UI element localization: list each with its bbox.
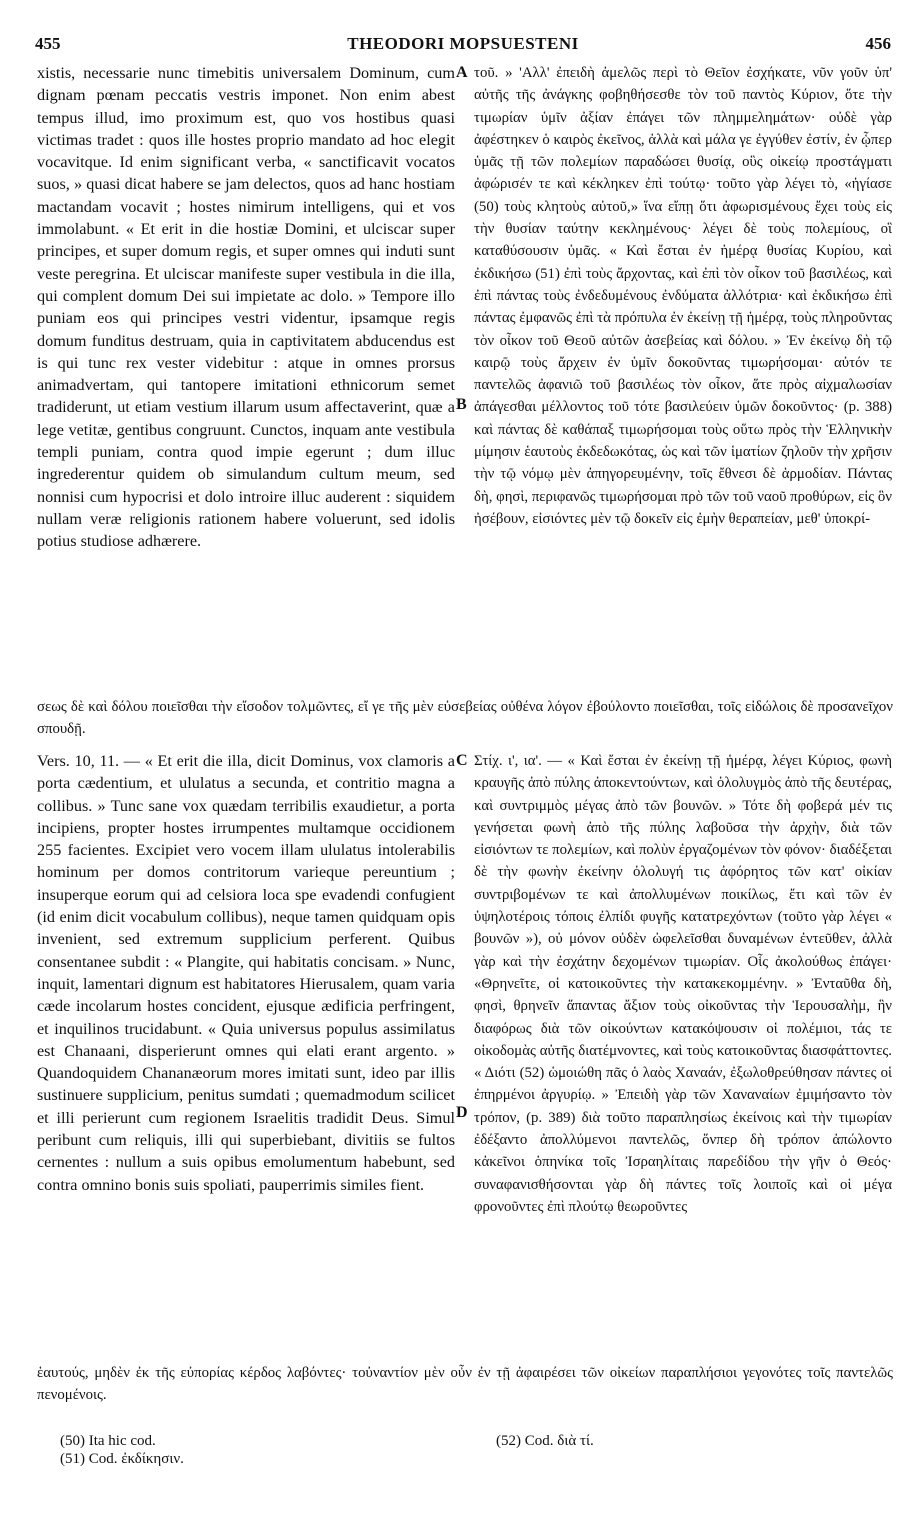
page-number-left: 455 xyxy=(35,34,61,53)
page-header xyxy=(35,34,891,58)
greek-column-top: τοῦ. » 'Αλλ' ἐπειδὴ ἀμελῶς περὶ τὸ Θεῖον ἐσχήκατε, νῦν γοῦν ὑπ' αὐτῆς τῆς ἀνάγκης φοβηθήσεσθε τὸν τοῦ παντὸς Κύριον, ὅτε τὴν τιμωρίαν ὑμῖν ἀξίαν ἐπάγει τῶν πλημμελημάτων· οὐδὲ γὰρ ἀφέστηκεν ὁ καιρὸς ἐκεῖνος, ἀλλὰ καὶ μάλα γε ἐγγύθεν ἐστίν, ἐν ᾧπερ ὑμᾶς τῇ τῶν πολεμίων παραδώσει θυσίᾳ, οὓς οἰκείῳ προστάγματι ἀφώρισέν τε καὶ κέκληκεν ἐπὶ τούτῳ· τοῦτο γὰρ λέγει τὸ, «ἡγίασε (50) τοὺς κλητοὺς αὐτοῦ,» ἵνα εἴπῃ ὅτι ἀφωρισμένους ἔχει τοὺς εἰς τὴν θυσίαν ταύτην κεκλημένους· λέγει δὲ τοὺς πολεμίους, οἳ καταθύσουσιν ὑμᾶς. « Καὶ ἔσται ἐν ἡμέρᾳ θυσίας Κυρίου, καὶ ἐκδικήσω (51) ἐπὶ τοὺς ἄρχοντας, καὶ ἐπὶ τὸν οἶκον τοῦ βασιλέως, καὶ ἐπὶ πάντας τοὺς ἐνδεδυμένους ἐνδύματα ἀλλότρια· καὶ ἐκδικήσω ἐπὶ πάντας ἐμφανῶς ἐπὶ τὰ πρόπυλα ἐν ἐκείνῃ τῇ ἡμέρᾳ, τοὺς πληροῦντας τὸν οἶκον τοῦ Θεοῦ αὐτῶν ἀσεβείας καὶ δόλου. » Ἐν ἐκείνῳ δὴ τῷ καιρῷ τοὺς ἄρχειν ἐν ὑμῖν δοκοῦντας τιμωρήσομαι· αὐτόν τε παντελῶς ἀφανιῶ τοῦ βασιλέως τὸν οἶκον, ἅτε πρὸς αἰχμαλωσίαν ἀπάγεσθαι μέλλοντος τοῦ τότε βασιλεύειν ὑμῶν δοκοῦντος· (p. 388) καὶ πάντας δὲ καθάπαξ τιμωρήσομαι τοὺς οὕτω πρὸς τὴν Ἑλληνικὴν μίμησιν ἑαυτοὺς ἐκδεδωκότας, ὡς καὶ τῶν ἱματίων ζηλοῦν τὴν χρῆσιν τὴν τῷ νόμῳ μὲν ἀπηγορευμένην, τοῖς ἔθνεσι δὲ ἁρμοδίαν. Πάντας δὴ, φησὶ, περιφανῶς τιμωρήσομαι πρὸ τῶν τοῦ ναοῦ προθύρων, εἰς ὃν ἠσέβουν, εἰσιόντες μὲν τῷ δοκεῖν εἰς ἐμὴν θεραπείαν, μεθ' ὑποκρί- xyxy=(474,65,892,527)
latin-column-bottom: Vers. 10, 11. — « Et erit die illa, dicit Dominus, vox clamoris a porta cædentium, et ululatus a secunda, et contritio magna a collibus. » Tunc sane vox quædam terribilis exaudietur, a porta incipiens, propter hostes irrumpentes multamque occidionem 255 facientes. Excipiet vero vocem illam ululatus intolerabilis hominum per domos contritorum varieque pereuntium ; insuperque eorum qui ad celsiora loca spe evadendi confugient (id enim dicit vocabulum collibus), neque tamen quidquam opis invenient, sed extremum supplicium perferent. Quibus consentanee subdit : « Plangite, qui habitatis concisam. » Nunc, inquit, lamentari dignum est habitatores Hierusalem, quam varia cæde incolarum hostes concident, ejusque ædificia perfringent, et inquilinos trucidabunt. « Quia universus populus assimilatus est Chanaani, disperierunt omnes qui elati erant argento. » Quandoquidem Chananæorum mores imitati sunt, ideo par illis sustinuere supplicium, penitus sumdati ; quemadmodum scilicet et illi perierunt cum regionem Israelitis tradidit Deus. Simul peribunt cum reliquis, illi qui superbiebant, divitiis se fultos cernentes : nullum a suis opibus emolumentum habebunt, sed contra omnino bonis suis spoliati, pauperrimis similes fient. xyxy=(37,752,455,1194)
page-number-right: 456 xyxy=(865,34,891,53)
greek-column-bottom: Στίχ. ι', ια'. — « Καὶ ἔσται ἐν ἐκείνῃ τῇ ἡμέρᾳ, λέγει Κύριος, φωνὴ κραυγῆς ἀπὸ πύλης ἀποκεντούντων, καὶ ὀλολυγμὸς ἀπὸ τῆς δευτέρας, καὶ συντριμμὸς μέγας ἀπὸ τῶν βουνῶν. » Τότε δὴ φοβερά μέν τις γενήσεται φωνὴ ἀπὸ τῆς πύλης λαβοῦσα τὴν ἀρχὴν, διὰ τῶν εἰσιόντων τε πολεμίων, καὶ πολὺν ἐργαζομένων τὸν φόνον· διαδέξεται δὲ τὴν φωνὴν ἐκείνην ὀλολυγή τις ἀφόρητος τῶν κατ' οἰκίαν συντριβομένων τε καὶ ἀπολλυμένων ποικίλως, ἔτι καὶ τῶν ἐν ὑψηλοτέροις τόποις ἐλπίδι φυγῆς κατατρεχόντων (τοῦτο γὰρ λέγει « βουνῶν »), οὐ μόνον οὐδὲν ὠφελεῖσθαι δυναμένων ἐντεῦθεν, ἀλλὰ γὰρ καὶ τὴν ἐσχάτην δεχομένων τιμωρίαν. Οἷς ἀκολούθως ἐπάγει· «Θρηνεῖτε, οἱ κατοικοῦντες τὴν κατακεκομμένην. » Ἐνταῦθα δὴ, φησὶ, θρηνεῖν ἅπαντας ἄξιον τοὺς οἰκοῦντας τὴν Ἱερουσαλὴμ, ἣν διαφόρως διὰ τῶν οἰκούντων κατακόψουσιν οἱ πολέμιοι, τάς τε οἰκοδομὰς αὐτῆς διατέμνοντες, καὶ τοὺς κατοικοῦντας διασφάττοντες. « Διότι (52) ὡμοιώθη πᾶς ὁ λαὸς Χαναάν, ἐξωλοθρεύθησαν πάντες οἱ ἐπηρμένοι ἀργυρίῳ. » Ἐπειδὴ γὰρ τῶν Χαναναίων ἐμιμήσαντο τὸν τρόπον, (p. 389) διὰ τοῦτο παραπλησίως ἐκείνοις καὶ τὴν τιμωρίαν ἐδέξαντο ἀπολλύμενοι παντελῶς, ὅνπερ δὴ τρόπον ἀπώλοντο κἀκεῖνοι ὁπηνίκα τοῖς Ἰσραηλίταις παρεδίδου τὴν γῆν ὁ Θεός· συναφανισθήσονται γὰρ δὴ πάντες τοῖς λοιποῖς καὶ οἱ μέγα φρονοῦντες ἐπὶ πλούτῳ θεωροῦντες xyxy=(474,753,892,1215)
margin-marker-b: B xyxy=(456,396,467,413)
margin-marker-c: C xyxy=(456,752,468,769)
margin-marker-a: A xyxy=(456,64,468,81)
margin-marker-d: D xyxy=(456,1104,468,1121)
greek-full-width-line-2: ἑαυτούς, μηδὲν ἐκ τῆς εὐπορίας κέρδος λαβόντες· τοὐναντίον μὲν οὖν ἐν τῇ ἀφαιρέσει τῶν οἰκείων παραπλήσιοι γεγονότες τοῖς παντελῶς πενομένοις. xyxy=(37,1365,893,1404)
running-title: THEODORI MOPSUESTENI xyxy=(347,34,579,53)
footnotes-left: (50) Ita hic cod. (51) Cod. ἐκδίκησιν. xyxy=(60,1433,184,1467)
latin-column-top: xistis, necessarie nunc timebitis universalem Dominum, cum dignam pœnam peccatis vestris imponet. Non enim abest tempus illud, imo proximum est, quo vos hostibus quasi victimas tradet : quos ille hostes proprio mandato ad hoc elegit vocavitque. Id enim significant verba, « sanctificavit vocatos suos, » quasi dicat habere se jam delectos, quos ad hanc hostiam mactandam vocavit ; hostes nimirum intelligens, qui et vos immolabunt. « Et erit in die hostiæ Domini, et ulciscar super principes, et super domum regis, et super omnes qui induti sunt veste peregrina. Et ulciscar manifeste super vestibula in die illa, qui complent domum Dei sui impietate ac dolo. » Tempore illo puniam eos qui principes vestri videntur, ipsamque regis domum funditus destruam, quia in captivitatem abducendus est is qui tunc rex vester videbitur : atque in omnes prorsus animadvertam, qui tantopere imitationi ethnicorum semet tradiderunt, ut etiam vestium illarum usum affectaverint, quæ a lege vetitæ, gentibus congruunt. Cunctos, inquam ante vestibula templi puniam, contra quod impie egerunt ; dum illuc ingrederentur quidem ob simulandum cultum meum, sed nonnisi cum hypocrisi et dolo introire illuc auderent : siquidem nullam veræ religionis rationem habere voluerunt, sed idolis potius studiose adhærere. xyxy=(37,64,455,551)
footnotes-right: (52) Cod. διὰ τί. xyxy=(496,1433,594,1449)
greek-full-width-line-1: σεως δὲ καὶ δόλου ποιεῖσθαι τὴν εἴσοδον τολμῶντες, εἴ γε τῆς μὲν εὐσεβείας οὐθένα λόγον ἐβούλοντο ποιεῖσθαι, τοῖς εἰδώλοις δὲ προσανεῖχον σπουδῇ. xyxy=(37,699,893,738)
